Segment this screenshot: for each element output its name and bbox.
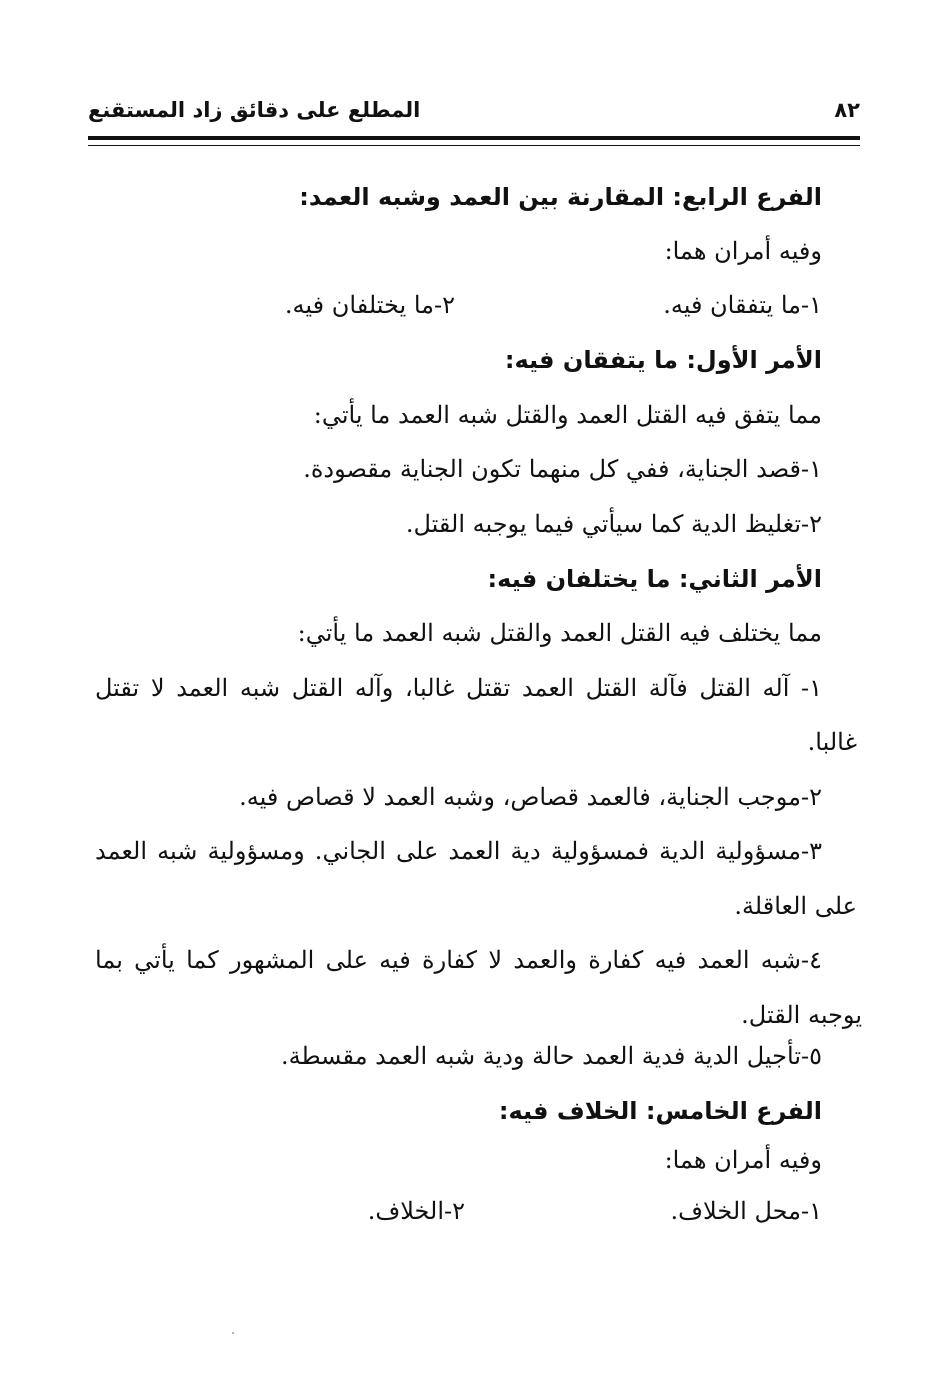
differ-intro: مما يختلف فيه القتل العمد والقتل شبه العمد ما يأتي: bbox=[297, 619, 822, 647]
scan-speck bbox=[232, 1332, 234, 1334]
list-item-dispute-subject: ١-محل الخلاف. bbox=[670, 1197, 822, 1225]
page-header bbox=[88, 92, 860, 132]
differ-item-5: ٥-تأجيل الدية فدية العمد حالة ودية شبه العمد مقسطة. bbox=[280, 1042, 822, 1070]
intro-text-2: وفيه أمران هما: bbox=[664, 1146, 822, 1174]
differ-item-3-line-1: ٣-مسؤولية الدية فمسؤولية دية العمد على الجاني. ومسؤولية شبه العمد bbox=[95, 837, 822, 865]
list-item-dispute: ٢-الخلاف. bbox=[367, 1197, 465, 1225]
list-item-agree-topic: ١-ما يتفقان فيه. bbox=[663, 291, 822, 319]
differ-item-3-line-2: على العاقلة. bbox=[734, 892, 857, 920]
section-heading-4: الفرع الرابع: المقارنة بين العمد وشبه العمد: bbox=[299, 183, 822, 211]
agree-item-1: ١-قصد الجناية، ففي كل منهما تكون الجناية مقصودة. bbox=[303, 455, 822, 483]
section-heading-5: الفرع الخامس: الخلاف فيه: bbox=[498, 1097, 822, 1125]
header-rule-thin bbox=[88, 145, 860, 146]
differ-item-2: ٢-موجب الجناية، فالعمد قصاص، وشبه العمد لا قصاص فيه. bbox=[239, 783, 822, 811]
agree-item-2: ٢-تغليظ الدية كما سيأتي فيما يوجبه القتل. bbox=[405, 510, 822, 538]
differ-item-4-line-1: ٤-شبه العمد فيه كفارة والعمد لا كفارة فيه على المشهور كما يأتي بما bbox=[95, 946, 822, 974]
differ-item-1-line-1: ١- آله القتل فآلة القتل العمد تقتل غالبا، وآله القتل شبه العمد لا تقتل bbox=[95, 674, 822, 702]
subheading-agree: الأمر الأول: ما يتفقان فيه: bbox=[504, 346, 822, 374]
header-rule-thick bbox=[88, 136, 860, 140]
list-item-differ-topic: ٢-ما يختلفان فيه. bbox=[284, 291, 455, 319]
intro-text-1: وفيه أمران هما: bbox=[664, 237, 822, 265]
page-number: ٨٢ bbox=[834, 98, 860, 122]
subheading-differ: الأمر الثاني: ما يختلفان فيه: bbox=[487, 565, 822, 593]
agree-intro: مما يتفق فيه القتل العمد والقتل شبه العمد ما يأتي: bbox=[313, 401, 822, 429]
differ-item-4-line-2: يوجبه القتل. bbox=[741, 1001, 862, 1029]
differ-item-1-line-2: غالبا. bbox=[807, 728, 857, 756]
book-title: المطلع على دقائق زاد المستقنع bbox=[88, 98, 421, 122]
